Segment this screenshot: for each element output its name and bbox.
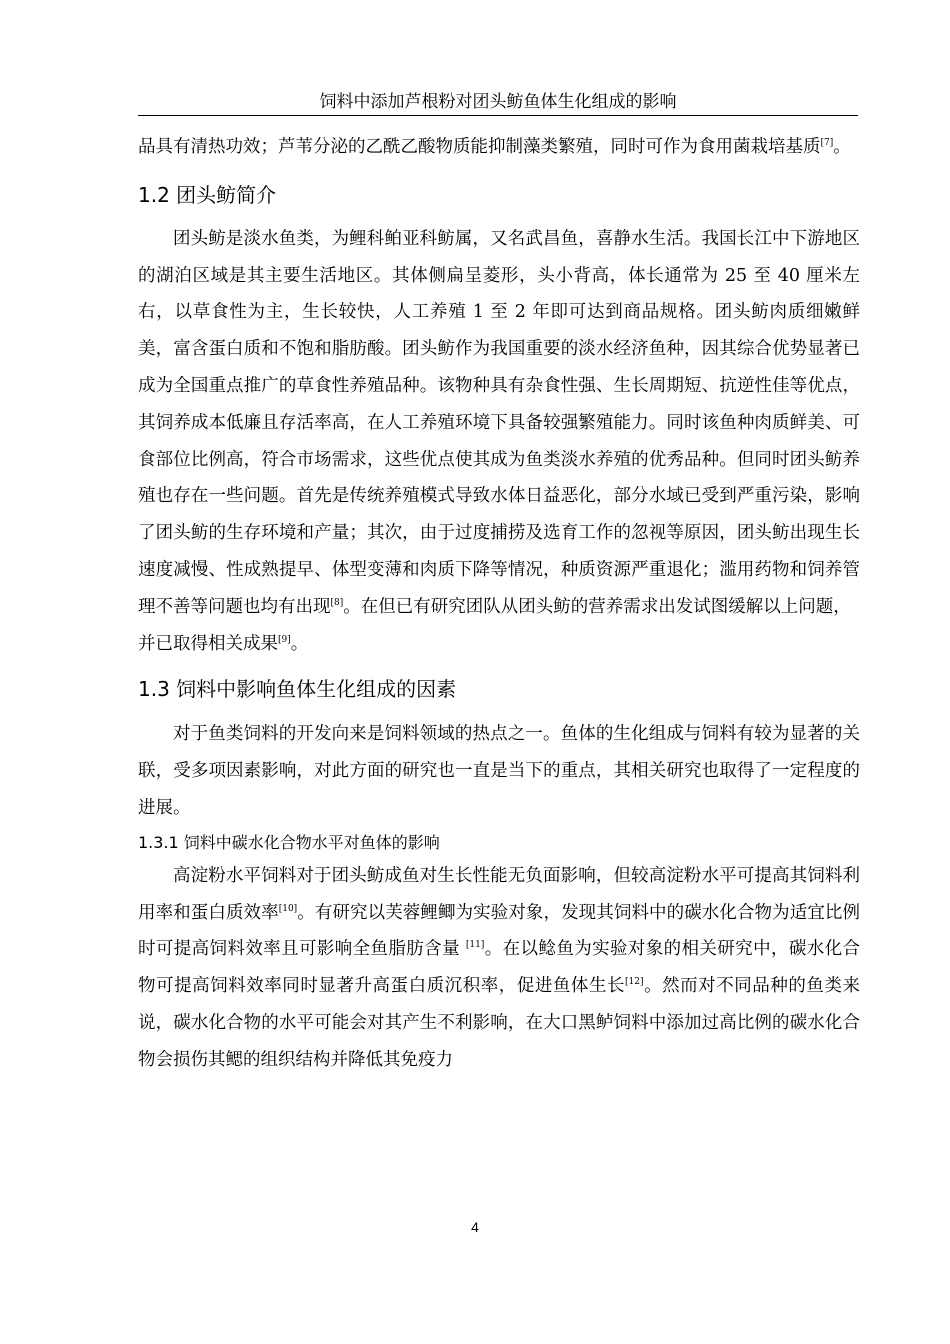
running-header: 饲料中添加芦根粉对团头鲂鱼体生化组成的影响	[319, 92, 677, 112]
paragraph-text: 高淀粉水平饲料对于团头鲂成鱼对生长性能无负面影响，但较高淀粉水平可提高其饲料利用率和蛋白质效率	[138, 865, 860, 923]
section-heading: 1.2 团头鲂简介	[138, 182, 277, 207]
paragraph-continuation	[138, 129, 860, 166]
header-divider	[138, 115, 858, 116]
section-heading: 1.3 饲料中影响鱼体生化组成的因素	[138, 677, 457, 702]
subsection-heading: 1.3.1 饲料中碳水化合物水平对鱼体的影响	[138, 832, 440, 852]
paragraph-text: 。然而对不同品种的鱼类来说，碳水化合物的水平可能会对其产生不利影响，在大口黑鲈饲料中添加过高比例的碳水化合物会损伤其鳃的组织结构并降低其免疫力	[138, 976, 860, 1070]
paragraph-text: 品具有清热功效；芦苇分泌的乙酰乙酸物质能抑制藻类繁殖，同时可作为食用菌栽培基质	[138, 137, 821, 157]
paragraph-text: 。	[290, 633, 309, 654]
citation-ref: [12]	[625, 977, 644, 988]
paragraph-text: 。	[833, 137, 851, 157]
citation-ref: [10]	[278, 903, 298, 914]
paragraph-text: 团头鲂是淡水鱼类，为鲤科鲌亚科鲂属，又名武昌鱼，喜静水生活。我国长江中下游地区的湖泊区域是其主要生活地区。其体侧扁呈菱形，头小背高，体长通常为 25 至 40 厘米左右，以草食性为主，生长较快，人工养殖 1 至 2 年即可达到商品规格。团头鲂肉质细嫩鲜美，富含蛋白质和不饱和脂肪酸。团头鲂作为我国重要的淡水经济鱼种，因其综合优势显著已成为全国重点推广的草食性养殖品种。该物种具有杂食性强、生长周期短、抗逆性佳等优点，其饲养成本低廉且存活率高，在人工养殖环境下具备较强繁殖能力。同时该鱼种肉质鲜美、可食部位比例高，符合市场需求，这些优点使其成为鱼类淡水养殖的优秀品种。但同时团头鲂养殖也存在一些问题。首先是传统养殖模式导致水体日益恶化，部分水域已受到严重污染，影响了团头鲂的生存环境和产量；其次，由于过度捕捞及选育工作的忽视等原因，团头鲂出现生长速度减慢、性成熟提早、体型变薄和肉质下降等情况，种质资源严重退化；滥用药物和饲养管理不善等问题也均有出现	[138, 228, 860, 617]
page-number: 4	[471, 1219, 479, 1235]
paragraph-text: 。在但已有研究团队从团头鲂的营养需求出发试图缓解以上问题，	[343, 596, 851, 617]
page-content	[138, 129, 860, 1079]
citation-ref: [11]	[465, 940, 485, 951]
citation-ref: [9]	[278, 634, 291, 645]
paragraph-text: 。在以鲶鱼为实验对象的相关研究中，碳水化合物可提高饲料效率同时显著升高蛋白质沉积率，促进鱼体生长	[138, 939, 861, 997]
paragraph-text: 。有研究以芙蓉鲤鲫为实验对象，发现其饲料中的碳水化合物为适宜比例时可提高饲料效率且可影响全鱼脂肪含量	[138, 902, 860, 960]
paragraph-factors-intro: 对于鱼类饲料的开发向来是饲料领域的热点之一。鱼体的生化组成与饲料有较为显著的关联，受多项因素影响，对此方面的研究也一直是当下的重点，其相关研究也取得了一定程度的进展。	[138, 724, 860, 818]
paragraph-carbohydrate	[138, 858, 860, 1079]
paragraph-fish-intro	[138, 221, 860, 663]
citation-ref: [7]	[820, 138, 834, 149]
paragraph-text: 并已取得相关成果	[138, 633, 278, 654]
citation-ref: [8]	[330, 597, 344, 608]
